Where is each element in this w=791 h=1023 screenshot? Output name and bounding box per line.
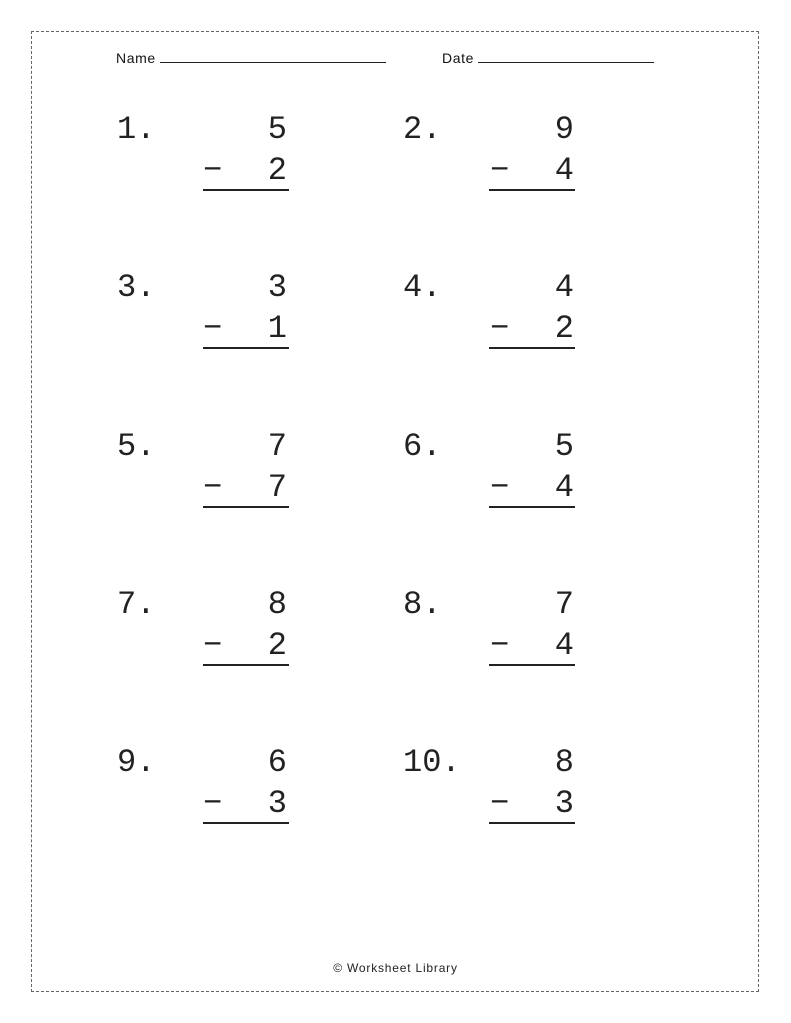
subtrahend: 7 <box>267 469 287 506</box>
answer-line <box>489 347 575 349</box>
answer-line <box>489 822 575 824</box>
minuend: 7 <box>554 586 574 623</box>
problem-number: 1. <box>117 111 156 148</box>
minus-sign: − <box>490 152 510 189</box>
answer-line <box>203 506 289 508</box>
minuend: 8 <box>267 586 287 623</box>
subtrahend: 4 <box>554 469 574 506</box>
problem-number: 4. <box>403 269 442 306</box>
problem-number: 8. <box>403 586 442 623</box>
answer-line <box>203 822 289 824</box>
problem-number: 10. <box>403 744 461 781</box>
subtrahend: 3 <box>554 785 574 822</box>
subtrahend: 2 <box>554 310 574 347</box>
minus-sign: − <box>203 310 223 347</box>
minuend: 5 <box>267 111 287 148</box>
name-field[interactable] <box>116 49 386 66</box>
worksheet-border <box>31 31 759 992</box>
subtrahend: 4 <box>554 152 574 189</box>
subtrahend: 1 <box>267 310 287 347</box>
date-label: Date <box>442 50 474 66</box>
answer-line <box>489 506 575 508</box>
copyright-footer: © Worksheet Library <box>333 961 458 975</box>
answer-line <box>203 189 289 191</box>
minuend: 5 <box>554 428 574 465</box>
subtrahend: 3 <box>267 785 287 822</box>
minus-sign: − <box>490 310 510 347</box>
subtrahend: 2 <box>267 152 287 189</box>
minuend: 6 <box>267 744 287 781</box>
subtrahend: 2 <box>267 627 287 664</box>
problem-number: 7. <box>117 586 156 623</box>
minuend: 4 <box>554 269 574 306</box>
problem-number: 6. <box>403 428 442 465</box>
minuend: 9 <box>554 111 574 148</box>
problem-number: 9. <box>117 744 156 781</box>
minuend: 8 <box>554 744 574 781</box>
problem-number: 3. <box>117 269 156 306</box>
name-blank-line[interactable] <box>160 49 386 63</box>
problem-number: 2. <box>403 111 442 148</box>
minus-sign: − <box>203 469 223 506</box>
minus-sign: − <box>490 785 510 822</box>
subtrahend: 4 <box>554 627 574 664</box>
answer-line <box>203 664 289 666</box>
date-field[interactable] <box>442 49 654 66</box>
date-blank-line[interactable] <box>478 49 654 63</box>
name-label: Name <box>116 50 156 66</box>
minuend: 3 <box>267 269 287 306</box>
minus-sign: − <box>490 627 510 664</box>
minus-sign: − <box>203 152 223 189</box>
minus-sign: − <box>490 469 510 506</box>
problem-number: 5. <box>117 428 156 465</box>
minus-sign: − <box>203 627 223 664</box>
answer-line <box>489 664 575 666</box>
answer-line <box>489 189 575 191</box>
answer-line <box>203 347 289 349</box>
minus-sign: − <box>203 785 223 822</box>
minuend: 7 <box>267 428 287 465</box>
